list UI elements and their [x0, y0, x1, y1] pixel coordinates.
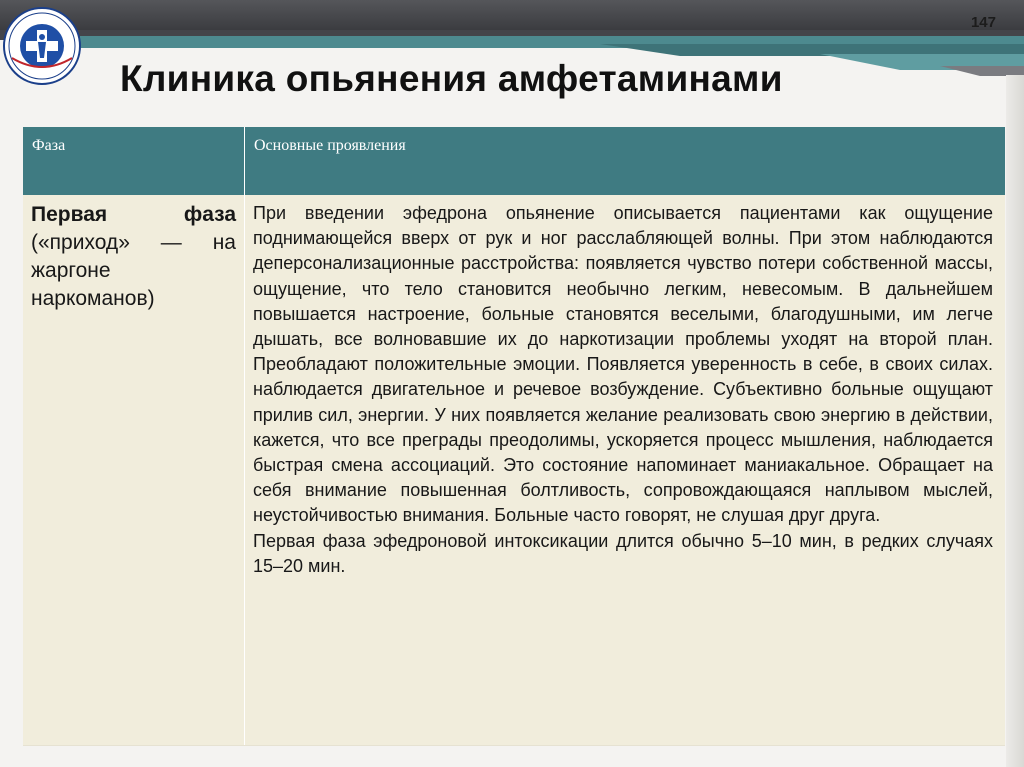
phase-text	[31, 201, 236, 313]
phase-name: Первая фаза	[31, 203, 236, 226]
content-table	[23, 127, 1005, 745]
phase-note: («приход» — на жаргоне наркоманов)	[31, 231, 236, 310]
clinic-logo-icon	[2, 6, 82, 86]
slide-number: 147	[970, 14, 996, 31]
table-bottom-border	[23, 745, 1005, 746]
phase-cell	[23, 195, 245, 745]
header-phase: Фаза	[23, 127, 245, 195]
slide-title: Клиника опьянения амфетаминами	[120, 58, 783, 99]
table-header-row	[23, 127, 1005, 195]
header-manifestations: Основные проявления	[245, 127, 1006, 195]
description-text	[253, 201, 997, 579]
description-paragraph: При введении эфедрона опьянение описывается пациентами как ощущение поднимающейся вверх от рук и ног расслабляющей волны. При этом наблюдаются деперсонализационные расстройства: появляется чувство потери собственной массы, ощущение, что тело становится необычно легким, невесомым. В дальнейшем повышается настроение, больные становятся веселыми, благодушными, им легче дышать, все волновавшие их до наркотизации проблемы уходят на второй план. Преобладают положительные эмоции. Появляется уверенность в себе, в своих силах. наблюдается двигательное и речевое возбуждение. Субъективно больные ощущают прилив сил, энергии. У них появляется желание реализовать свою энергию в действии, кажется, что все преграды преодолимы, ускоряется процесс мышления, наблюдается быстрая смена ассоциаций. Это состояние напоминает маниакальное. Обращает на себя внимание повышенная болтливость, сопровождающаяся наплывом мыслей, неустойчивостью внимания. Больные часто говорят, не слушая друг друга.	[253, 203, 993, 526]
table-row	[23, 195, 1005, 745]
right-edge-shade	[1006, 75, 1024, 767]
description-paragraph: Первая фаза эфедроновой интоксикации длится обычно 5–10 мин, в редких случаях 15–20 мин.	[253, 530, 993, 576]
description-cell	[245, 195, 1006, 745]
